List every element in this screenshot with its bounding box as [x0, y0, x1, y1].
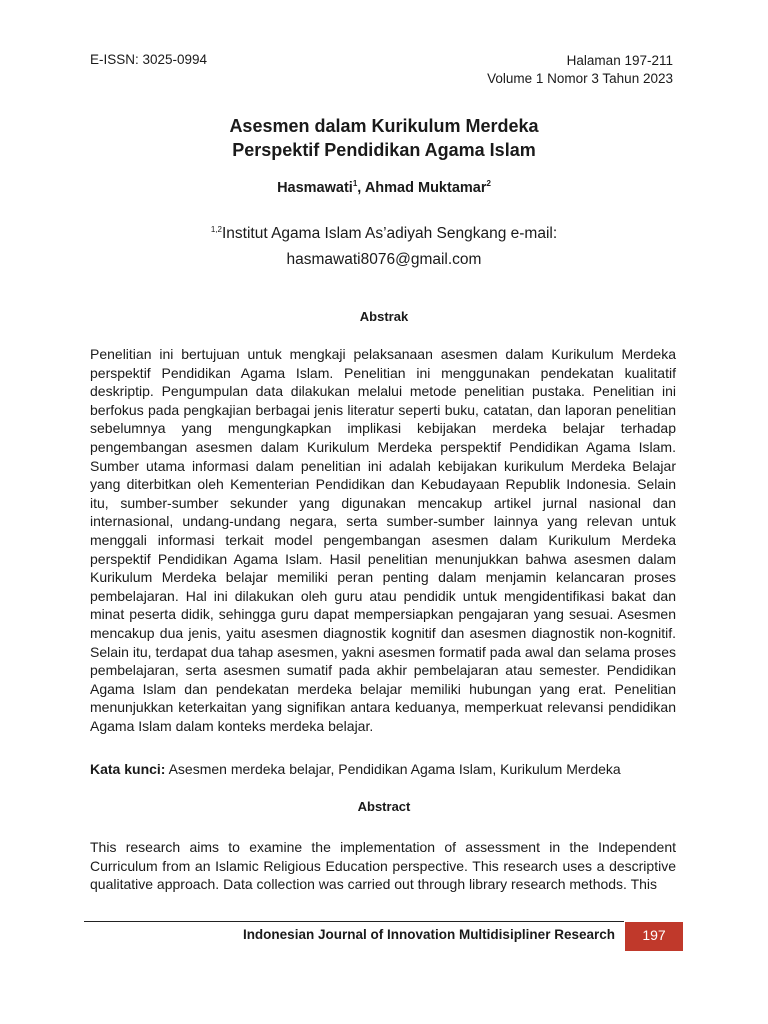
journal-name: Indonesian Journal of Innovation Multidisipliner Research: [242, 927, 615, 942]
title-line-2: Perspektif Pendidikan Agama Islam: [232, 140, 536, 160]
author-affil-mark: 2: [486, 179, 491, 189]
abstrak-heading: Abstrak: [359, 309, 409, 324]
abstract-heading: Abstract: [357, 799, 411, 814]
author-email: hasmawati8076@gmail.com: [286, 251, 482, 268]
author-name: Hasmawati: [277, 180, 353, 196]
keywords: [90, 761, 621, 777]
header-right: [487, 52, 673, 88]
keywords-label: Kata kunci:: [90, 761, 166, 777]
paper-title: [0, 114, 768, 162]
author-list: [0, 180, 768, 196]
affiliation: [0, 221, 768, 273]
author-affil-mark: 1: [352, 179, 358, 189]
author-name: Ahmad Muktamar: [364, 180, 487, 196]
volume-info: Volume 1 Nomor 3 Tahun 2023: [487, 71, 673, 86]
page-number: 197: [625, 922, 683, 951]
abstrak-paragraph: Penelitian ini bertujuan untuk mengkaji pelaksanaan asesmen dalam Kurikulum Merdeka perspektif Pendidikan Agama Islam. Penelitian ini menggunakan pendekatan kualitatif deskriptip. Pengumpulan data dilakukan melalui metode penelitian pustaka. Penelitian ini berfokus pada pengkajian berbagai jenis literatur seperti buku, catatan, dan laporan penelitian sebelumnya yang mengungkapkan implikasi kebijakan merdeka belajar terhadap pengembangan asesmen dalam Kurikulum Merdeka perspektif Pendidikan Agama Islam. Sumber utama informasi dalam penelitian ini adalah kebijakan kurikulum Merdeka Belajar yang diterbitkan oleh Kementerian Pendidikan dan Kebudayaan Republik Indonesia. Selain itu, sumber-sumber sekunder yang digunakan mencakup artikel jurnal nasional dan internasional, undang-undang negara, serta sumber-sumber lainnya yang relevan untuk menggali informasi terkait model pengembangan asesmen dalam Kurikulum Merdeka perspektif Pendidikan Agama Islam. Hasil penelitian menunjukkan bahwa asesmen dalam Kurikulum Merdeka belajar memiliki peran penting dalam menjamin kelancaran proses pembelajaran. Hal ini dilakukan oleh guru atau pendidik untuk mengidentifikasi bakat dan minat peserta didik, sehingga guru dapat mempersiapkan pengajaran yang sesuai. Asesmen mencakup dua jenis, yaitu asesmen diagnostik kognitif dan asesmen diagnostik non-kognitif. Selain itu, terdapat dua tahap asesmen, yakni asesmen formatif pada awal dan selama proses pembelajaran, serta asesmen sumatif pada akhir pembelajaran atau semester. Pendidikan Agama Islam dan pendekatan merdeka belajar memiliki hubungan yang erat. Penelitian menunjukkan keterkaitan yang signifikan antara keduanya, memperkuat relevansi pendidikan Agama Islam dalam konteks merdeka belajar.: [90, 346, 676, 734]
title-line-1: Asesmen dalam Kurikulum Merdeka: [229, 116, 539, 136]
affiliation-mark: 1,2: [210, 224, 222, 234]
page-range: Halaman 197-211: [566, 53, 673, 68]
abstract-paragraph: This research aims to examine the implementation of assessment in the Independent Curriculum from an Islamic Religious Education perspective. This research uses a descriptive qualitative approach. Data collection was carried out through library research methods. This: [90, 839, 676, 893]
issn-label: E-ISSN: 3025-0994: [90, 52, 208, 67]
keywords-value: Asesmen merdeka belajar, Pendidikan Agama Islam, Kurikulum Merdeka: [165, 761, 621, 777]
footer-rule: [84, 921, 624, 922]
affiliation-institution: Institut Agama Islam As’adiyah Sengkang e-mail:: [221, 225, 558, 242]
author-separator: ,: [357, 180, 365, 196]
